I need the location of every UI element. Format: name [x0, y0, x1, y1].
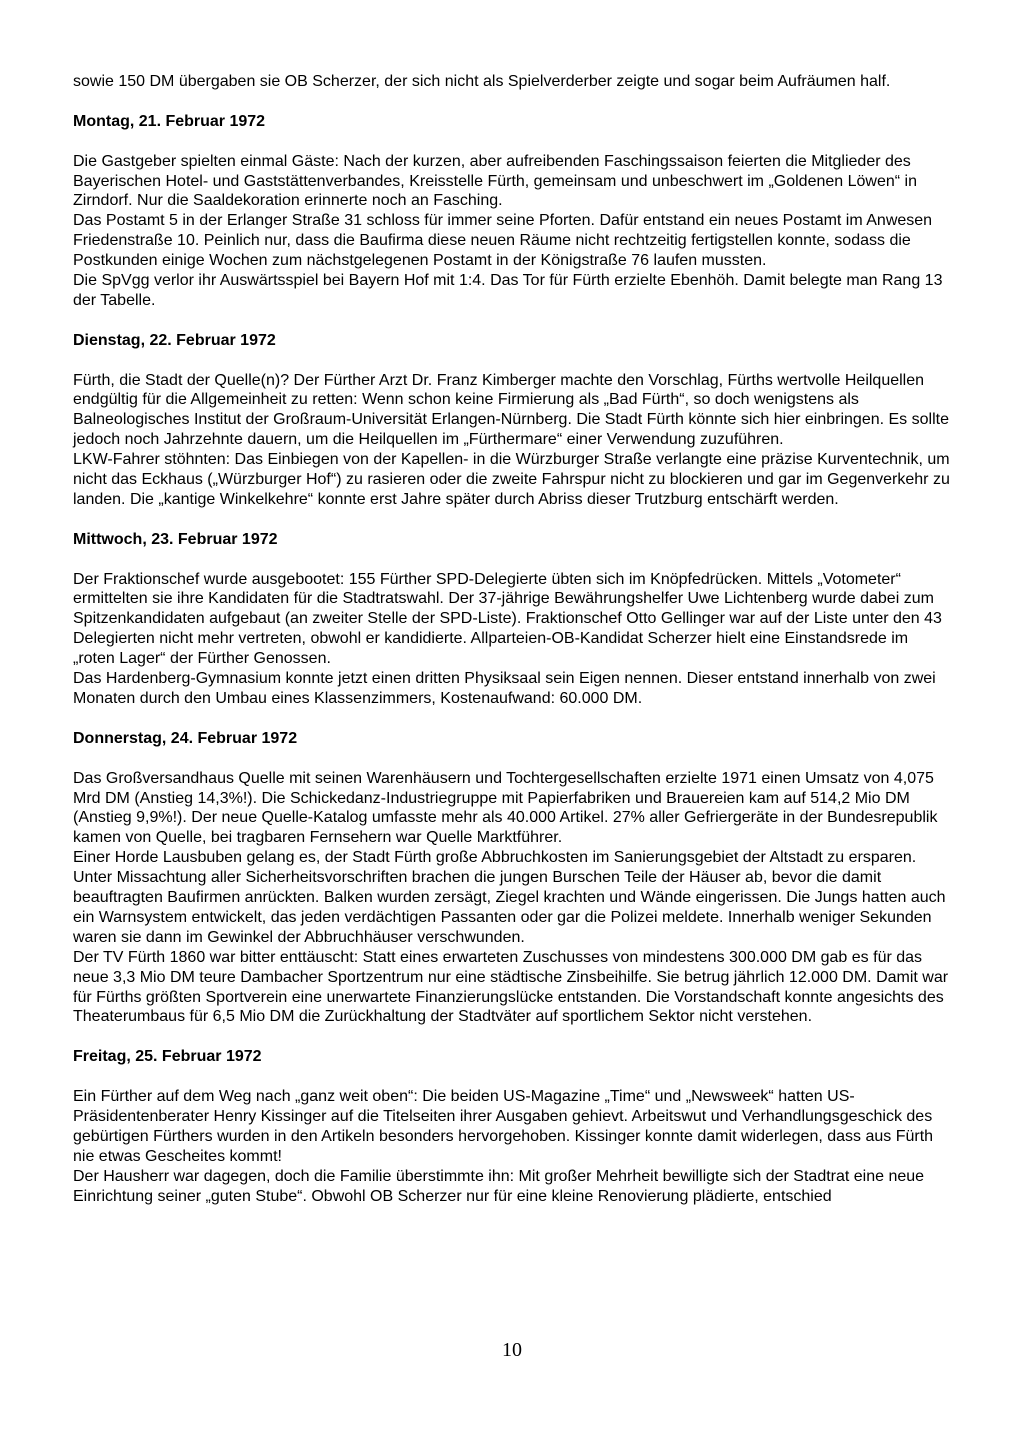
paragraph: Der TV Fürth 1860 war bitter enttäuscht: Statt eines erwarteten Zuschusses von mindestens 300.000 DM gab es für das neue 3,3 Mio DM teure Dambacher Sportzentrum nur eine städtische Zinsbeihilfe. Sie betrug jährlich 12.000 DM. Damit war für Fürths größten Sportverein eine unerwartete Finanzierungslücke entstanden. Die Vorstandschaft konnte angesichts des Theaterumbaus für 6,5 Mio DM die Zurückhaltung der Stadtväter auf sportlichem Sektor nicht verstehen. — [73, 948, 949, 1026]
paragraph: Ein Fürther auf dem Weg nach „ganz weit oben“: Die beiden US-Magazine „Time“ und „Newsweek“ hatten US-Präsidentenberater Henry Kissinger auf die Titelseiten ihrer Ausgaben gehievt. Arbeitswut und Verhandlungsgeschick des gebürtigen Fürthers wurden in den Artikeln besonders hervorgehoben. Kissinger konnte damit widerlegen, dass aus Fürth nie etwas Gescheites kommt! — [73, 1088, 934, 1165]
section-heading-dienstag: Dienstag, 22. Februar 1972 — [73, 331, 276, 349]
paragraph: Die Gastgeber spielten einmal Gäste: Nach der kurzen, aber aufreibenden Faschingssaison feierten die Mitglieder des Bayerischen Hotel- und Gaststättenverbandes, Kreisstelle Fürth, gemeinsam und unbeschwert im „Goldenen Löwen“ in Zirndorf. Nur die Saaldekoration erinnerte noch an Fasching. — [73, 152, 917, 210]
section-heading-montag: Montag, 21. Februar 1972 — [73, 112, 266, 130]
document-content — [73, 72, 951, 1207]
section-heading-donnerstag: Donnerstag, 24. Februar 1972 — [73, 729, 298, 747]
paragraph: Der Fraktionschef wurde ausgebootet: 155 Fürther SPD-Delegierte übten sich im Knöpfedrücken. Mittels „Votometer“ ermittelten sie ihre Kandidaten für die Stadtratswahl. Der 37-jährige Bewährungshelfer Uwe Lichtenberg wurde dabei zum Spitzenkandidaten aufgebaut (an zweiter Stelle der SPD-Liste). Fraktionschef Otto Gellinger war auf der Liste unter den 43 Delegierten nicht mehr vertreten, obwohl er kandidierte. Allparteien-OB-Kandidat Scherzer hielt eine Einstandsrede im „roten Lager“ der Fürther Genossen. — [73, 570, 942, 668]
paragraph: Fürth, die Stadt der Quelle(n)? Der Fürther Arzt Dr. Franz Kimberger machte den Vorschlag, Fürths wertvolle Heilquellen endgültig für die Allgemeinheit zu retten: Wenn schon keine Firmierung als „Bad Fürth“, so doch wenigstens als Balneologisches Institut der Großraum-Universität Erlangen-Nürnberg. Die Stadt Fürth könnte sich hier einbringen. Es sollte jedoch noch Jahrzehnte dauern, um die Heilquellen im „Fürthermare“ einer Verwendung zuzuführen. — [73, 371, 949, 449]
section-heading-mittwoch: Mittwoch, 23. Februar 1972 — [73, 530, 278, 548]
paragraph: Das Postamt 5 in der Erlanger Straße 31 schloss für immer seine Pforten. Dafür entstand ein neues Postamt im Anwesen Friedenstraße 10. Peinlich nur, dass die Baufirma diese neuen Räume nicht rechtzeitig fertigstellen konnte, sodass die Postkunden einige Wochen zum nächstgelegenen Postamt in der Königstraße 76 laufen mussten. — [73, 212, 933, 270]
intro-paragraph: sowie 150 DM übergaben sie OB Scherzer, der sich nicht als Spielverderber zeigte und sogar beim Aufräumen half. — [73, 73, 891, 90]
paragraph: LKW-Fahrer stöhnten: Das Einbiegen von der Kapellen- in die Würzburger Straße verlangte eine präzise Kurventechnik, um nicht das Eckhaus („Würzburger Hof“) zu rasieren oder die zweite Fahrspur nicht zu blockieren und gar im Gegenverkehr zu landen. Die „kantige Winkelkehre“ konnte erst Jahre später durch Abriss dieser Trutzburg entschärft werden. — [73, 451, 950, 508]
paragraph: Die SpVgg verlor ihr Auswärtsspiel bei Bayern Hof mit 1:4. Das Tor für Fürth erzielte Ebenhöh. Damit belegte man Rang 13 der Tabelle. — [73, 272, 943, 309]
paragraph: Das Hardenberg-Gymnasium konnte jetzt einen dritten Physiksaal sein Eigen nennen. Dieser entstand innerhalb von zwei Monaten durch den Umbau eines Klassenzimmers, Kostenaufwand: 60.000 DM. — [73, 670, 936, 707]
paragraph: Einer Horde Lausbuben gelang es, der Stadt Fürth große Abbruchkosten im Sanierungsgebiet der Altstadt zu ersparen. Unter Missachtung aller Sicherheitsvorschriften brachen die jungen Burschen Teile der Häuser ab, bevor die damit beauftragten Baufirmen anrückten. Balken wurden zersägt, Ziegel krachten und Wände eingerissen. Die Jungs hatten auch ein Warnsystem entwickelt, das jeden verdächtigen Passanten oder gar die Polizei meldete. Innerhalb weniger Sekunden waren sie dann im Gewinkel der Abbruchhäuser verschwunden. — [73, 849, 946, 946]
section-heading-freitag: Freitag, 25. Februar 1972 — [73, 1048, 262, 1066]
paragraph: Der Hausherr war dagegen, doch die Familie überstimmte ihn: Mit großer Mehrheit bewilligte sich der Stadtrat eine neue Einrichtung seiner „guten Stube“. Obwohl OB Scherzer nur für eine kleine Renovierung plädierte, entschied — [73, 1167, 925, 1205]
paragraph: Das Großversandhaus Quelle mit seinen Warenhäusern und Tochtergesellschaften erzielte 1971 einen Umsatz von 4,075 Mrd DM (Anstieg 14,3%!). Die Schickedanz-Industriegruppe mit Papierfabriken und Brauereien kam auf 514,2 Mio DM (Anstieg 9,9%!). Der neue Quelle-Katalog umfasste mehr als 40.000 Artikel. 27% aller Gefriergeräte in der Bundesrepublik kamen von Quelle, bei tragbaren Fernsehern war Quelle Marktführer. — [73, 769, 938, 847]
page-number: 10 — [502, 1339, 522, 1361]
